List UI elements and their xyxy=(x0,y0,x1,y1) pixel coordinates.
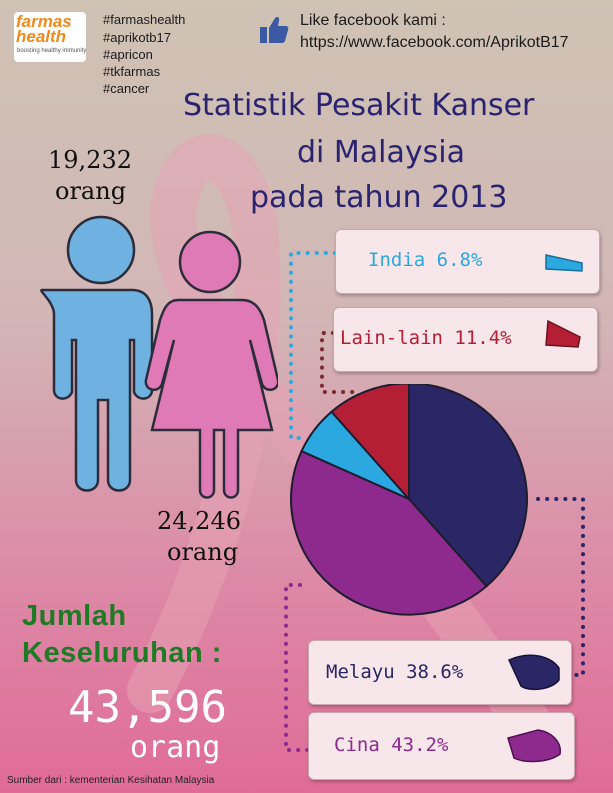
logo-wordmark: farmas health xyxy=(16,12,72,46)
hashtag: #aprikotb17 xyxy=(103,30,171,45)
chart-title-line: di Malaysia xyxy=(297,135,466,170)
hashtag: #tkfarmas xyxy=(103,64,161,79)
legend-label: India 6.8% xyxy=(368,249,483,271)
female-count: 24,246 xyxy=(157,507,241,535)
india-wedge-icon xyxy=(542,247,588,277)
hashtag: #cancer xyxy=(103,81,150,96)
total-label-line1: Jumlah xyxy=(22,600,127,632)
chart-title-line: Statistik Pesakit Kanser xyxy=(183,88,535,123)
lain-lain-wedge-icon xyxy=(540,315,586,355)
total-unit: orang xyxy=(130,730,221,765)
hashtag: #apricon xyxy=(103,47,153,62)
logo-tagline: boosting healthy immunity xyxy=(17,48,87,54)
legend-label: Melayu 38.6% xyxy=(326,661,464,683)
legend-label: Cina 43.2% xyxy=(334,734,449,756)
legend-label: Lain-lain 11.4% xyxy=(340,327,512,349)
melayu-wedge-icon xyxy=(505,650,565,696)
facebook-link[interactable]: https://www.facebook.com/AprikotB17 xyxy=(300,34,569,51)
total-value: 43,596 xyxy=(68,682,227,733)
pie-chart xyxy=(285,384,535,616)
chart-title-line: pada tahun 2013 xyxy=(250,180,508,215)
facebook-invite: Like facebook kami : xyxy=(300,12,446,29)
hashtag: #farmashealth xyxy=(103,12,186,27)
source-note: Sumber dari : kementerian Kesihatan Malaysia xyxy=(7,775,215,786)
male-count: 19,232 xyxy=(48,146,132,174)
female-unit: orang xyxy=(167,538,239,566)
male-unit: orang xyxy=(55,177,127,205)
total-label-line2: Keseluruhan : xyxy=(22,637,222,669)
cina-wedge-icon xyxy=(504,724,566,768)
